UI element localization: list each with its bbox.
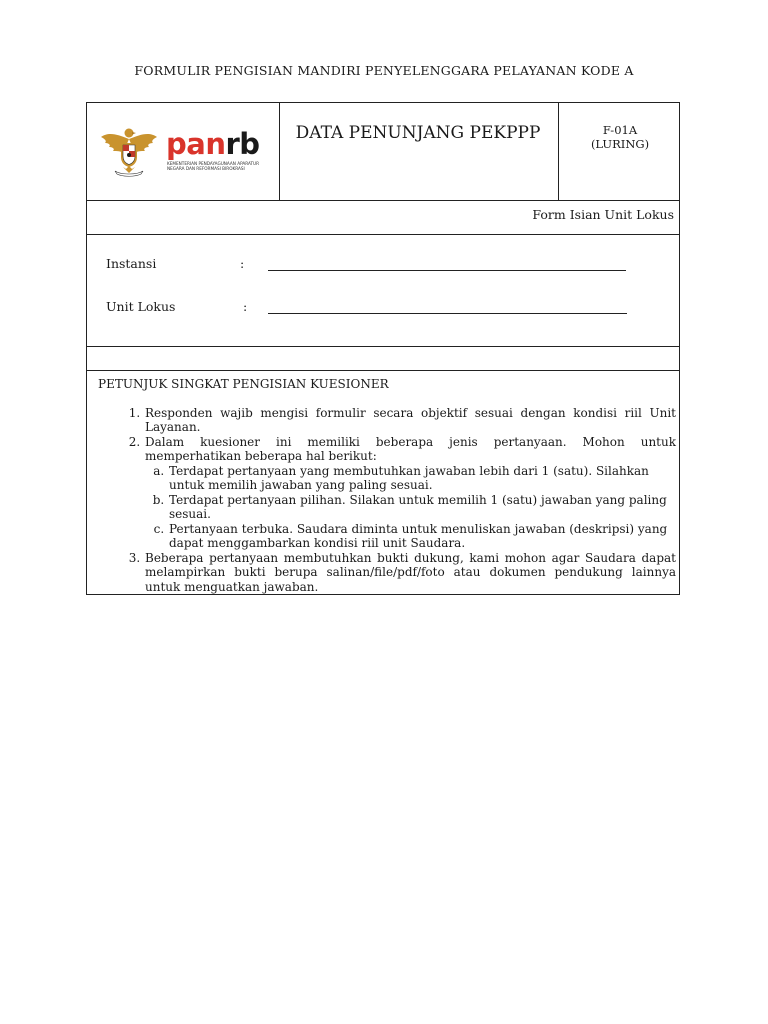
unit-lokus-label: Unit Lokus [106,299,176,314]
divider [279,103,280,200]
instruction-item: 2. Dalam kuesioner ini memiliki beberapa jenis pertanyaan. Mohon untuk memperhatikan beberapa hal berikut: a. Terdapat pertanyaan yang membutuhkan jawaban lebih dari 1 (satu). Silahkan untuk memilih jawaban yang paling sesuai. b. Terdapat pertanyaan pilihan. Silakan untuk memilih 1 (satu) jawaban yang paling sesuai. c. Pertanyaan terbuka. Saudara diminta untuk menuliskan jawaban (deskripsi) yang dapat menggambarkan kondisi riil unit Saudara. [144,435,676,551]
unit-lokus-colon: : [243,299,248,314]
instructions-list [98,406,676,595]
unit-lokus-input-line[interactable] [268,313,627,314]
instansi-label: Instansi [106,256,157,271]
instruction-sublist [145,464,676,551]
instruction-subitem: a. Terdapat pertanyaan yang membutuhkan jawaban lebih dari 1 (satu). Silahkan untuk memilih jawaban yang paling sesuai. [168,464,676,493]
logo-wordmark [166,127,260,161]
instansi-colon: : [240,256,245,271]
form-title: DATA PENUNJANG PEKPPP [295,123,541,143]
instructions-section [98,377,676,594]
instructions-heading: PETUNJUK SINGKAT PENGISIAN KUESIONER [98,377,389,391]
form-box [86,102,680,595]
form-type-label: Form Isian Unit Lokus [532,207,674,222]
form-code-id: F-01A [602,123,638,137]
divider [87,200,679,201]
garuda-emblem-icon [99,125,159,177]
divider [558,103,559,200]
instruction-subitem: c. Pertanyaan terbuka. Saudara diminta untuk menuliskan jawaban (deskripsi) yang dapat menggambarkan kondisi riil unit Saudara. [168,522,676,551]
panrb-logo [99,125,269,185]
divider [87,370,679,371]
form-code [559,123,681,151]
instansi-input-line[interactable] [268,270,626,271]
logo-word-pan: pan [166,127,226,161]
logo-word-rb: rb [225,127,260,161]
instruction-subitem: b. Terdapat pertanyaan pilihan. Silakan untuk memilih 1 (satu) jawaban yang paling sesuai. [168,493,676,522]
logo-subtitle: KEMENTERIAN PENDAYAGUNAAN APARATUR NEGARA DAN REFORMASI BIROKRASI [167,161,260,172]
instruction-item: 1. Responden wajib mengisi formulir secara objektif sesuai dengan kondisi riil Unit Layanan. [144,406,676,435]
form-code-mode: (LURING) [590,137,650,151]
instruction-item: 3. Beberapa pertanyaan membutuhkan bukti dukung, kami mohon agar Saudara dapat melampirkan bukti berupa salinan/file/pdf/foto atau dokumen pendukung lainnya untuk menguatkan jawaban. [144,551,676,595]
page-title: FORMULIR PENGISIAN MANDIRI PENYELENGGARA PELAYANAN KODE A [134,63,634,78]
divider [87,234,679,235]
divider [87,346,679,347]
